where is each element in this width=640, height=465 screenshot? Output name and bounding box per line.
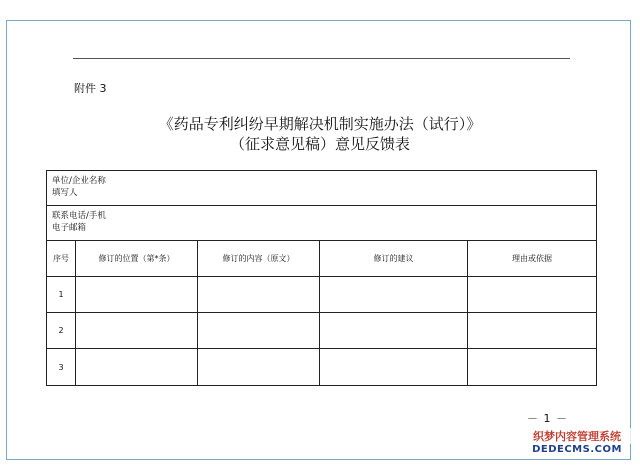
table-cell[interactable]: [76, 313, 198, 349]
header-original-content: 修订的内容（原文）: [198, 241, 320, 277]
table-cell[interactable]: [468, 313, 596, 349]
table-cell[interactable]: [198, 277, 320, 313]
site-watermark: [521, 428, 633, 455]
watermark-cn-text: 织梦内容管理系统: [521, 428, 633, 444]
filler-label: 填写人: [52, 188, 78, 198]
header-position: 修订的位置（第*条）: [76, 241, 198, 277]
table-cell[interactable]: [198, 349, 320, 385]
watermark-en-text: DEDECMS.COM: [532, 444, 622, 455]
phone-label: 联系电话/手机: [52, 211, 106, 221]
header-reason: 理由或依据: [468, 241, 596, 277]
revision-grid: [47, 241, 596, 385]
table-cell[interactable]: [320, 313, 468, 349]
row-number: 3: [47, 349, 76, 385]
table-cell[interactable]: [76, 349, 198, 385]
table-cell[interactable]: [320, 277, 468, 313]
email-label: 电子邮箱: [52, 223, 87, 233]
table-cell[interactable]: [198, 313, 320, 349]
table-cell[interactable]: [76, 277, 198, 313]
header-suggestion: 修订的建议: [320, 241, 468, 277]
table-cell[interactable]: [468, 349, 596, 385]
contact-info-row: [47, 206, 596, 241]
unit-name-label: 单位/企业名称: [52, 176, 106, 186]
row-number: 2: [47, 313, 76, 349]
feedback-form-table: [46, 170, 597, 386]
header-index: 序号: [47, 241, 76, 277]
header-rule: [73, 58, 570, 59]
attachment-label: 附件 3: [74, 82, 107, 95]
document-title: 《药品专利纠纷早期解决机制实施办法（试行）》: [158, 115, 482, 133]
page-number: － 1 －: [527, 412, 568, 425]
unit-info-row: [47, 171, 596, 206]
table-cell[interactable]: [320, 349, 468, 385]
row-number: 1: [47, 277, 76, 313]
table-cell[interactable]: [468, 277, 596, 313]
document-subtitle: （征求意见稿）意见反馈表: [229, 135, 410, 153]
